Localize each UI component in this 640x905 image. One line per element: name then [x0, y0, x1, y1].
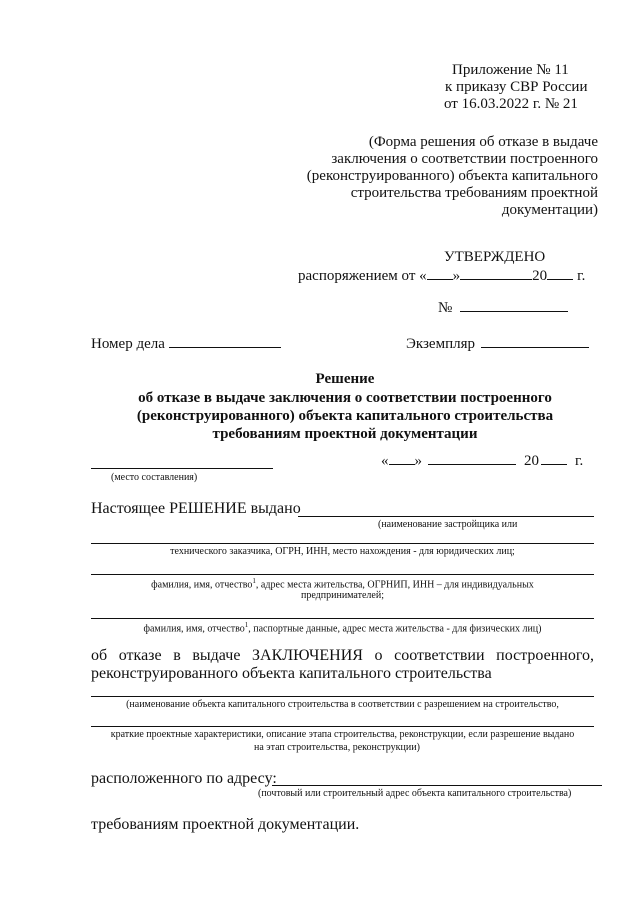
- closing-text: требованиям проектной документации.: [91, 816, 360, 833]
- document-title: Решение: [315, 371, 375, 387]
- approval-year-prefix: 20: [532, 268, 548, 284]
- approval-number-blank[interactable]: [460, 310, 568, 312]
- issued-caption-4a: фамилия, имя, отчество: [143, 623, 245, 635]
- date-year-blank[interactable]: [541, 463, 567, 465]
- copy-number-blank[interactable]: [481, 346, 589, 348]
- approval-day-blank[interactable]: [427, 278, 453, 280]
- issued-caption-3c: предпринимателей;: [301, 590, 384, 601]
- footnote-mark-2: 1: [244, 621, 249, 629]
- approval-quote-close: »: [452, 268, 461, 284]
- copy-line: [406, 336, 589, 353]
- order-date: от 16.03.2022 г. № 21: [444, 96, 578, 112]
- approval-year-blank[interactable]: [547, 278, 573, 280]
- case-number-label: Номер дела: [91, 336, 165, 352]
- issued-caption-4b: , паспортные данные, адрес места жительства - для физических лиц): [248, 623, 542, 635]
- place-blank[interactable]: [91, 468, 273, 469]
- form-note-line-1: (Форма решения об отказе в выдаче: [368, 134, 598, 150]
- document-date-line: [381, 453, 583, 470]
- issued-caption-3b: , адрес места жительства, ОГРНИП, ИНН – для индивидуальных: [255, 579, 534, 591]
- issued-caption-4: [91, 621, 594, 634]
- document-subtitle-line-1: об отказе в выдаче заключения о соответствии построенного: [138, 390, 552, 406]
- issued-caption-2: технического заказчика, ОГРН, ИНН, место нахождения - для юридических лиц;: [170, 546, 515, 557]
- object-name-blank-2[interactable]: [91, 726, 594, 727]
- order-reference: к приказу СВР России: [445, 79, 588, 95]
- issued-caption-3: [91, 577, 594, 590]
- issued-to-blank[interactable]: [298, 516, 594, 517]
- refusal-caption-3: на этап строительства, реконструкции): [254, 742, 420, 753]
- form-note-line-2: заключения о соответствии построенного: [331, 151, 598, 167]
- approval-month-blank[interactable]: [460, 278, 532, 280]
- form-note-line-4: строительства требованиям проектной: [350, 185, 598, 201]
- date-quote-open: «: [381, 453, 389, 469]
- appendix-number: Приложение № 11: [452, 62, 569, 78]
- approval-order-prefix: распоряжением от «: [298, 268, 427, 284]
- issued-caption-3a: фамилия, имя, отчество: [151, 579, 253, 591]
- object-name-blank[interactable]: [91, 696, 594, 697]
- approved-stamp-text: УТВЕРЖДЕНО: [444, 249, 546, 265]
- refusal-caption-2: краткие проектные характеристики, описание этапа строительства, реконструкции, если разрешение выдано: [110, 729, 575, 740]
- address-label: расположенного по адресу:: [91, 770, 277, 787]
- issued-to-blank-4[interactable]: [91, 618, 594, 619]
- footnote-mark-1: 1: [252, 577, 256, 585]
- case-number-line: [91, 336, 281, 353]
- date-month-blank[interactable]: [428, 463, 516, 465]
- date-quote-close: »: [414, 453, 422, 469]
- approval-year-suffix: г.: [577, 268, 586, 284]
- form-note-line-3: (реконструированного) объекта капитального: [306, 168, 598, 184]
- refusal-line-2: реконструированного объекта капитального строительства: [91, 665, 492, 682]
- copy-label: Экземпляр: [406, 336, 475, 352]
- address-caption: (почтовый или строительный адрес объекта капитального строительства): [258, 788, 572, 799]
- place-caption: (место составления): [111, 472, 198, 483]
- issued-to-text: Настоящее РЕШЕНИЕ выдано: [91, 500, 301, 517]
- document-subtitle-line-2: (реконструированного) объекта капитального строительства: [136, 408, 554, 424]
- document-subtitle-line-3: требованиям проектной документации: [212, 426, 478, 442]
- approval-number-sign: №: [438, 300, 453, 316]
- address-blank[interactable]: [272, 785, 602, 786]
- form-note-line-5: документации): [501, 202, 598, 218]
- date-year-prefix: 20: [524, 453, 539, 469]
- refusal-line-1: об отказе в выдаче ЗАКЛЮЧЕНИЯ о соответствии построенного,: [91, 647, 594, 664]
- issued-to-blank-2[interactable]: [91, 543, 594, 544]
- date-day-blank[interactable]: [389, 463, 415, 465]
- approval-order-line: [298, 268, 585, 285]
- refusal-caption-1: (наименование объекта капитального строительства в соответствии с разрешением на строительство,: [126, 699, 559, 710]
- case-number-blank[interactable]: [169, 346, 281, 348]
- approval-number-line: [438, 300, 568, 317]
- date-year-suffix: г.: [575, 453, 584, 469]
- issued-to-blank-3[interactable]: [91, 574, 594, 575]
- issued-caption-1: (наименование застройщика или: [378, 519, 518, 530]
